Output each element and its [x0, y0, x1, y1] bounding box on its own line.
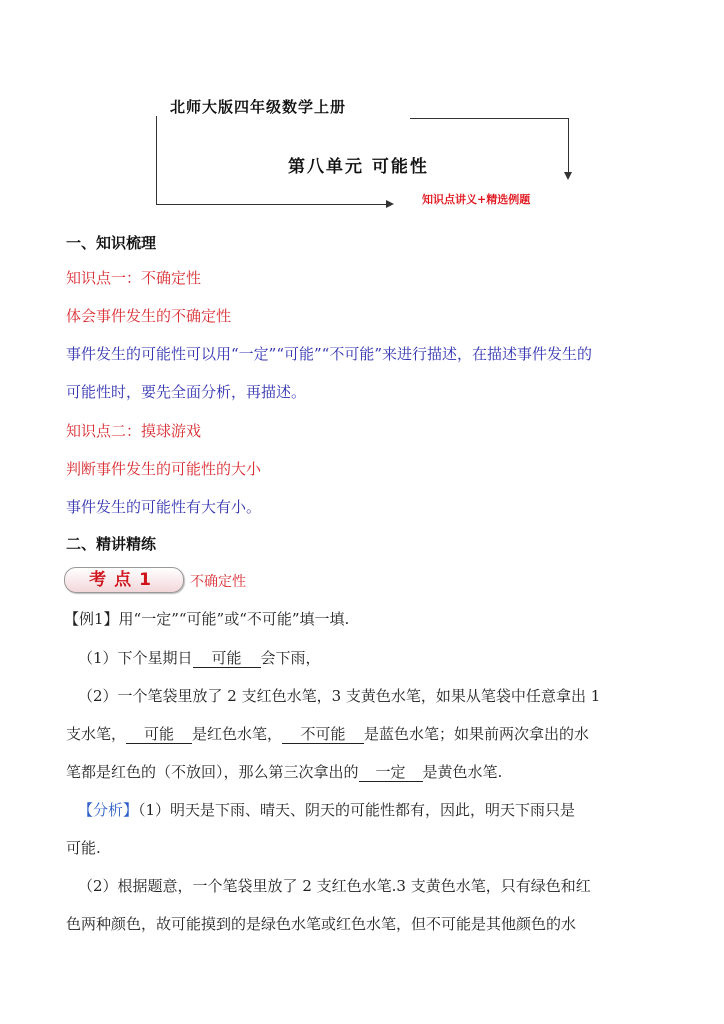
question-2-text-b: 是红色水笔， — [192, 725, 283, 743]
knowledge-point-2-desc: 事件发生的可能性有大有小。 — [66, 498, 262, 516]
section-heading-knowledge: 一、知识梳理 — [66, 234, 157, 252]
knowledge-point-1-subtitle: 体会事件发生的不确定性 — [66, 307, 232, 325]
header-right-line — [568, 118, 569, 172]
arrow-down-icon — [564, 172, 572, 180]
question-2-text-c: 是蓝色水笔；如果前两次拿出的水 — [364, 725, 590, 743]
header-bottom-line — [156, 204, 386, 205]
knowledge-point-1-desc-line2: 可能性时，要先全面分析，再描述。 — [66, 383, 307, 401]
analysis-line3: （2）根据题意，一个笔袋里放了 2 支红色水笔.3 支黄色水笔，只有绿色和红 — [78, 877, 591, 895]
question-1-suffix: 会下雨， — [260, 649, 321, 667]
question-2-line1: （2）一个笔袋里放了 2 支红色水笔，3 支黄色水笔，如果从笔袋中任意拿出 1 — [78, 687, 601, 705]
header-left-line — [156, 116, 157, 204]
answer-blank-2: 可能 — [126, 726, 192, 744]
question-2-text-a: 支水笔， — [66, 725, 127, 743]
answer-blank-3: 不可能 — [282, 726, 364, 744]
question-2-line2 — [66, 724, 589, 744]
header-top-line — [410, 118, 568, 119]
knowledge-point-2-title: 知识点二：摸球游戏 — [66, 422, 202, 440]
arrow-right-icon — [386, 200, 394, 208]
analysis-line1 — [78, 800, 575, 820]
answer-blank-1: 可能 — [193, 650, 261, 668]
analysis-tag: 【分析】 — [78, 801, 139, 819]
example-1-title: 【例1】用“一定”“可能”或“不可能”填一填. — [64, 610, 350, 628]
question-2-text-e: 是黄色水笔. — [422, 763, 503, 781]
answer-blank-4: 一定 — [359, 764, 423, 782]
analysis-line2: 可能. — [66, 839, 101, 857]
analysis-text-1: （1）明天是下雨、晴天、阴天的可能性都有，因此，明天下雨只是 — [138, 801, 576, 819]
analysis-line4: 色两种颜色，故可能摸到的是绿色水笔或红色水笔，但不可能是其他颜色的水 — [66, 915, 577, 933]
question-2-line3 — [66, 762, 502, 782]
header-top-label: 北师大版四年级数学上册 — [170, 98, 347, 116]
knowledge-point-2-subtitle: 判断事件发生的可能性的大小 — [66, 460, 262, 478]
knowledge-point-1-title: 知识点一：不确定性 — [66, 269, 202, 287]
question-2-text-d: 笔都是红色的（不放回），那么第三次拿出的 — [66, 763, 359, 781]
question-1 — [78, 648, 321, 668]
exam-point-badge: 考点1 — [64, 567, 184, 593]
question-1-prefix: （1）下个星期日 — [78, 649, 193, 667]
exam-point-label: 不确定性 — [190, 574, 246, 590]
document-subtitle: 知识点讲义+精选例题 — [422, 193, 531, 206]
knowledge-point-1-desc-line1: 事件发生的可能性可以用“一定”“可能”“不可能”来进行描述，在描述事件发生的 — [66, 345, 593, 363]
document-title: 第八单元 可能性 — [288, 157, 429, 177]
section-heading-practice: 二、精讲精练 — [66, 535, 157, 553]
